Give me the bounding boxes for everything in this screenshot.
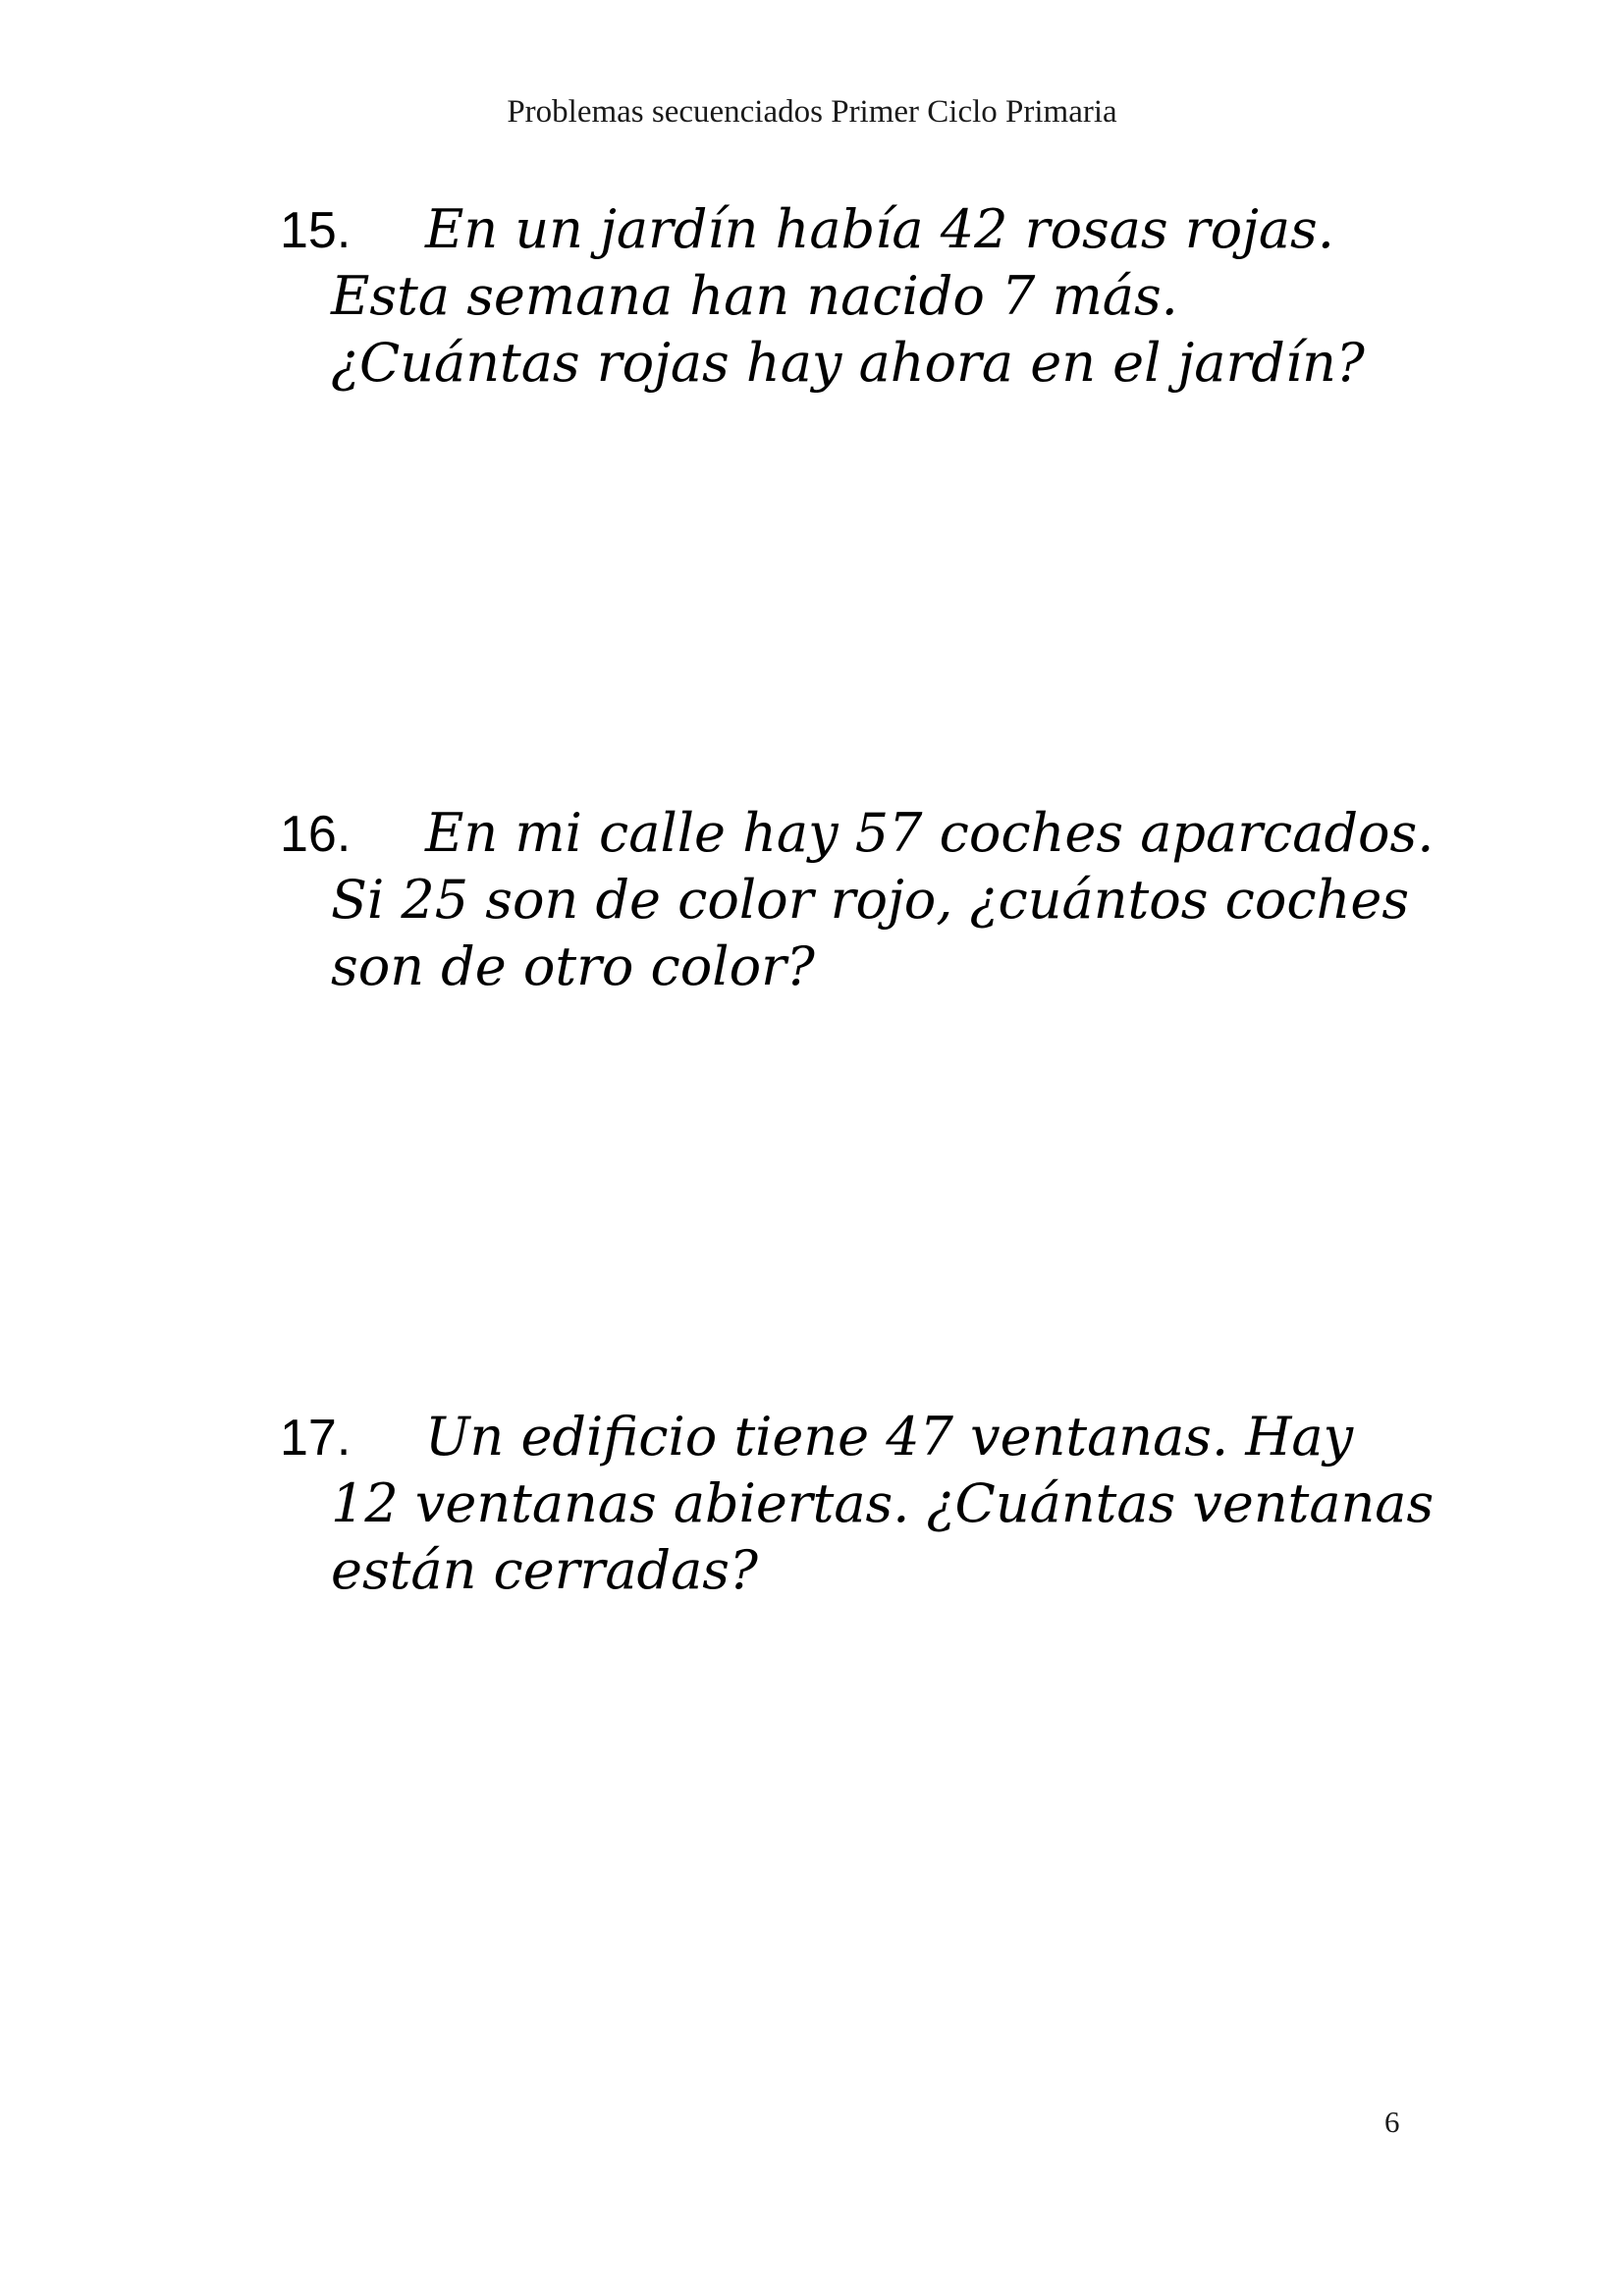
problem-first-line [280,196,1438,263]
problem-text: Esta semana han nacido 7 más. [331,265,1178,327]
problem-number: 17. [280,1410,352,1467]
problem-15 [280,196,1438,397]
problem-16 [280,800,1438,1000]
problem-text: Un edificio tiene 47 ventanas. Hay [425,1406,1354,1468]
problem-question: están cerradas? [331,1539,758,1601]
problem-text: 12 ventanas abiertas. ¿Cuántas ventanas [331,1472,1435,1534]
problem-first-line [280,1404,1438,1470]
problem-question: ¿Cuántas rojas hay ahora en el jardín? [331,332,1365,394]
page-header: Problemas secuenciados Primer Ciclo Primaria [507,94,1117,130]
problem-number: 16. [280,806,352,863]
problem-text: En un jardín había 42 rosas rojas. [425,198,1334,260]
problem-question: son de otro color? [331,935,815,997]
problem-17 [280,1404,1438,1604]
problem-first-line [280,800,1438,867]
page-number: 6 [1384,2105,1400,2139]
problem-number: 15. [280,202,352,259]
problem-text: En mi calle hay 57 coches aparcados. [425,802,1435,864]
problem-text: Si 25 son de color rojo, ¿cuántos coches [331,869,1410,931]
